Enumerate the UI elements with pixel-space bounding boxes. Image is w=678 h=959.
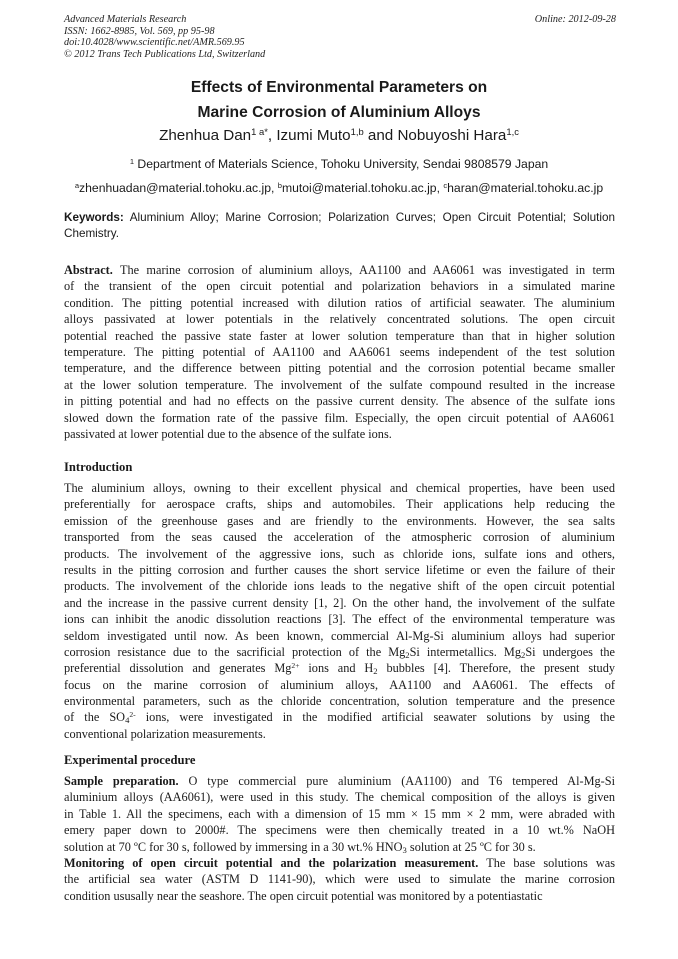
abstract-line: passivated at lower potential due to the absence of the sulfate ions. <box>64 426 392 441</box>
exp-line: emery paper down to 2000#. The specimens were then chemically treated in a 10 wt.% NaOH <box>64 823 615 838</box>
journal-doi: doi:10.4028/www.scientific.net/AMR.569.95 <box>64 37 245 49</box>
experimental-heading: Experimental procedure <box>64 753 196 767</box>
exp-line: the artificial sea water (ASTM D 1141-90), which were used to simulate the marine corrosion <box>64 872 615 887</box>
abstract-line: alloys passivated at lower potentials in the relatively concentrated solutions. The open circuit <box>64 312 615 327</box>
intro-line: transported from the seas caused the acceleration of the atmospheric corrosion of aluminium <box>64 530 615 545</box>
intro-line: focus on the marine corrosion of aluminium alloys, AA1100 and AA6061. The effects of <box>64 677 615 692</box>
author-2: , Izumi Muto <box>267 127 351 144</box>
abstract-line: condition. The pitting potential increased with dilution ratios of artificial seawater. The aluminium <box>64 295 615 310</box>
exp-line: Sample preparation. O type commercial pure aluminium (AA1100) and T6 tempered Al-Mg-Si <box>64 774 616 788</box>
exp-line: in Table 1. All the specimens, each with a dimension of 15 mm × 15 mm × 2 mm, were abraded with <box>64 806 615 821</box>
monitoring-label: Monitoring of open circuit potential and the polarization measurement. <box>64 855 479 870</box>
affiliation-text: Department of Materials Science, Tohoku University, Sendai 9808579 Japan <box>134 157 549 171</box>
intro-line: corrosion resistance due to the sacrificial protection of the $Mg_2Si$ intermetallics. $Mg_2Si$ undergoes the <box>64 644 615 661</box>
email-c-marker: c <box>443 180 448 190</box>
journal-copyright: © 2012 Trans Tech Publications Ltd, Switzerland <box>64 48 266 60</box>
exp-line: condition ususally near the seashore. The open circuit potential was monitored by a potentiastatic <box>64 888 543 903</box>
abstract-line: temperature, and the difference between pitting potential and the corrosion potential became smaller <box>64 361 615 376</box>
author-emails <box>0 180 678 196</box>
exp-line: aluminium alloys (AA6061), were used in this study. The chemical composition of the alloys is given <box>64 790 615 805</box>
affiliation <box>0 156 678 172</box>
keywords <box>64 210 615 242</box>
intro-line: The aluminium alloys, owning to their excellent physical and chemical properties, have been used <box>64 481 615 495</box>
abstract-line: temperature. The pitting potential of AA1100 and AA6061 seems independent of the test solution <box>64 344 615 359</box>
exp-line: Monitoring of open circuit potential and the polarization measurement. The base solutions was <box>64 855 615 870</box>
keywords-label: Keywords: <box>64 211 124 224</box>
title-line-1: Effects of Environmental Parameters on <box>190 79 488 96</box>
author-3-marker: 1,c <box>506 125 519 137</box>
intro-line: of the $SO_4^{2-}$ ions, were investigated in the modified artificial seawater solutions by using the <box>64 710 616 726</box>
abstract-line: in pitting potential and had no effects on the passive current density. The absence of the sulfate ions <box>64 394 615 409</box>
title-line-2: Marine Corrosion of Aluminium Alloys <box>197 104 481 121</box>
intro-line: environmental parameters, such as the chloride concentration, solution temperature and the presence <box>64 694 615 709</box>
abstract-line: Abstract. The marine corrosion of aluminium alloys, AA1100 and AA6061 was investigated in term <box>64 263 615 277</box>
abstract-line: of the transient of the open circuit potential and polarization behaviors in a simulated marine <box>64 279 615 294</box>
intro-line: products. The involvement of the aggressive ions, such as chloride ions, sulfate ions and others, <box>64 546 615 561</box>
email-c: haran@material.tohoku.ac.jp <box>447 181 604 195</box>
author-3: and Nobuyoshi Hara <box>363 127 507 144</box>
email-b-marker: b <box>277 180 282 190</box>
author-2-marker: 1,b <box>350 125 364 137</box>
experimental-body <box>64 773 615 904</box>
author-1: Zhenhua Dan <box>159 127 252 144</box>
abstract-line: slowed down the formation rate of the passive film. Especially, the open circuit potential of AA6061 <box>64 410 615 425</box>
intro-line: products. The involvement of the chloride ions leads to the negative shift of the open circuit potential <box>64 579 615 594</box>
journal-issn: ISSN: 1662-8985, Vol. 569, pp 95-98 <box>64 25 215 37</box>
introduction-heading: Introduction <box>64 460 133 474</box>
abstract-line: potential reached the passive state faster at lower solution temperature than that in higher solution <box>64 328 615 343</box>
abstract-line: at the lower solution temperature. The involvement of the sulfate compound resulted in the increase <box>64 377 615 392</box>
introduction-body <box>64 480 615 742</box>
journal-name: Advanced Materials Research <box>64 14 187 25</box>
email-a-marker: a <box>74 180 80 190</box>
affiliation-marker: 1 <box>129 156 135 166</box>
exp-line: solution at 70 ºC for 30 s, followed by immersing in a 30 wt.% $HNO_3$ solution at 25 ºC for 30 s. <box>64 839 536 855</box>
author-1-marker: 1 a* <box>251 125 268 137</box>
intro-line: preferentially for aerospace crafts, ships and automobiles. Their applications help reducing the <box>64 497 615 512</box>
intro-line: preferential dissolution and generates $Mg^{2+}$ ions and $H_2$ bubbles [4]. Therefore, the present study <box>64 661 615 677</box>
email-b: mutoi@material.tohoku.ac.jp, <box>281 181 444 195</box>
online-date: Online: 2012-09-28 <box>534 14 616 25</box>
keywords-text: Aluminium Alloy; Marine Corrosion; Polarization Curves; Open Circuit Potential; Solution Chemistry. <box>64 211 615 240</box>
intro-line: and the increase in the passive current density [1, 2]. On the other hand, the involvement of the sulfate <box>64 595 615 610</box>
email-a: zhenhuadan@material.tohoku.ac.jp, <box>79 181 278 195</box>
intro-line: results in the pitting corrosion and further causes the short service lifetime or even the failure of their <box>64 562 615 577</box>
intro-line: seldom investigated until now. As been known, commercial Al-Mg-Si aluminium alloys had superior <box>64 628 615 643</box>
intro-line: emission of the greenhouse gases and are friendly to the environments. However, the sea salts <box>64 513 615 528</box>
journal-header <box>64 14 616 60</box>
abstract <box>64 262 615 442</box>
abstract-label: Abstract. <box>64 263 113 277</box>
author-list <box>0 126 678 146</box>
sample-preparation-label: Sample preparation. <box>64 774 179 788</box>
intro-line: ions can inhibit the anodic dissolution reactions [3]. The effect of the environmental temperature was <box>64 612 615 627</box>
intro-line: conventional polarization measurements. <box>64 726 266 741</box>
